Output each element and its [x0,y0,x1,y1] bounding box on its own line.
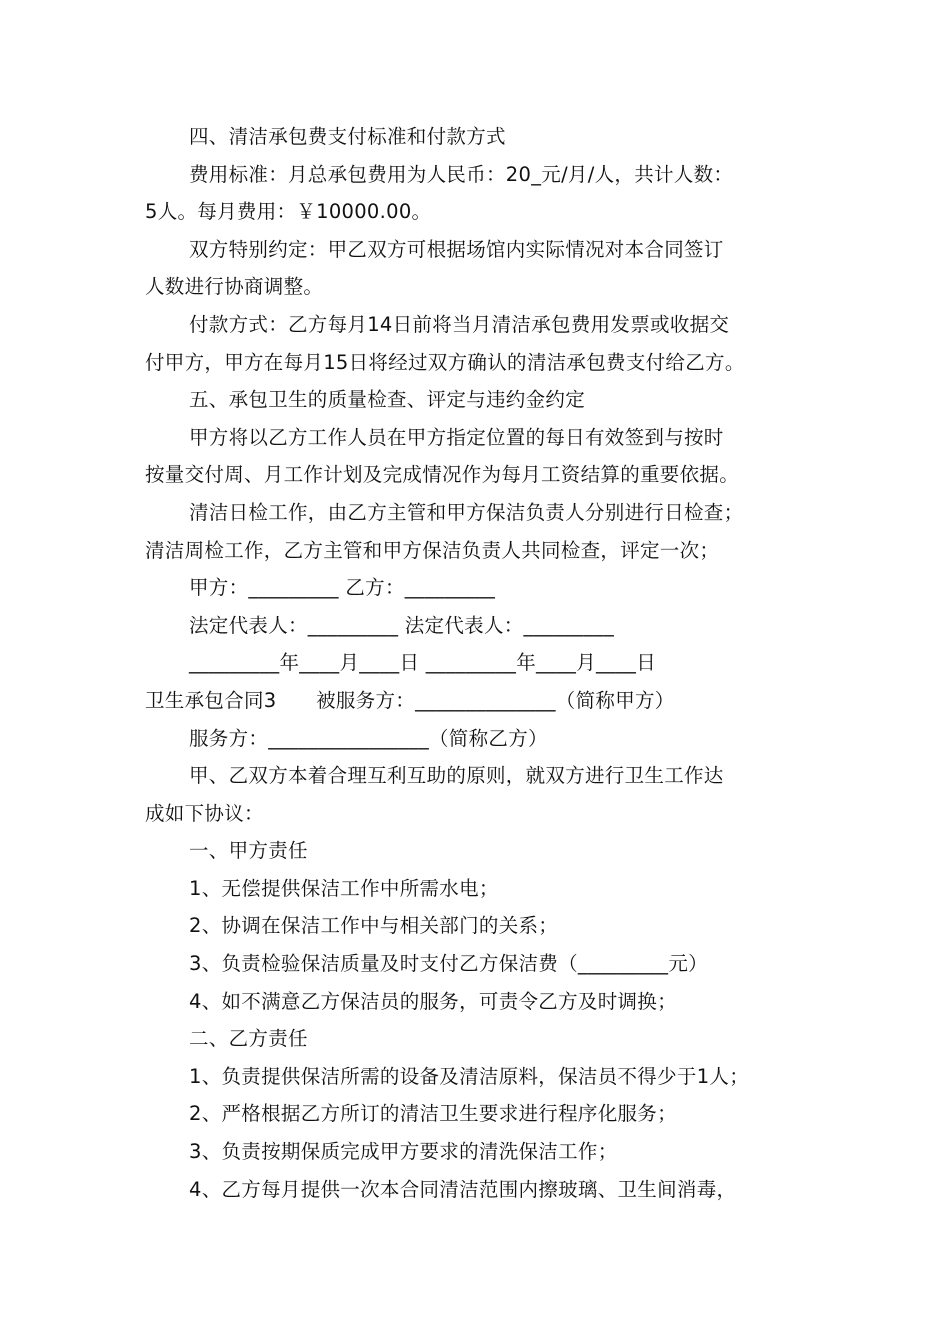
paragraph-line: 费用标准：月总承包费用为人民币：20_元/月/人，共计人数： [189,162,734,186]
list-item: 4、乙方每月提供一次本合同清洁范围内擦玻璃、卫生间消毒， [189,1177,737,1201]
signature-parties-line: 甲方：_________ 乙方：_________ [189,576,496,600]
list-item: 1、无偿提供保洁工作中所需水电； [189,876,499,900]
paragraph-line: 付甲方，甲方在每月15日将经过双方确认的清洁承包费支付给乙方。 [145,350,745,374]
paragraph-line: 甲方将以乙方工作人员在甲方指定位置的每日有效签到与按时 [189,425,724,449]
document-body [145,118,815,1208]
section-heading-party-b: 二、乙方责任 [189,1027,308,1051]
signature-date-line: _________年____月____日 _________年____月____日 [189,651,656,675]
section-heading-quality: 五、承包卫生的质量检查、评定与违约金约定 [189,388,586,412]
list-item: 4、如不满意乙方保洁员的服务，可责令乙方及时调换； [189,989,677,1013]
paragraph-line: 清洁日检工作，由乙方主管和甲方保洁负责人分别进行日检查； [189,500,744,524]
signature-representatives-line: 法定代表人：_________ 法定代表人：_________ [189,613,614,637]
paragraph-line: 成如下协议： [145,801,264,825]
paragraph-line: 人数进行协商调整。 [145,275,324,299]
section-heading-payment: 四、清洁承包费支付标准和付款方式 [189,125,506,148]
list-item: 3、负责检验保洁质量及时支付乙方保洁费（_________元） [189,952,708,976]
contract-title-line: 卫生承包合同3 被服务方：______________（简称甲方） [145,688,675,712]
paragraph-line: 清洁周检工作，乙方主管和甲方保洁负责人共同检查，评定一次； [145,538,720,562]
service-party-line: 服务方：________________（简称乙方） [189,726,548,750]
list-item: 2、协调在保洁工作中与相关部门的关系； [189,914,559,938]
list-item: 2、严格根据乙方所订的清洁卫生要求进行程序化服务； [189,1102,677,1126]
paragraph-line: 甲、乙双方本着合理互利互助的原则，就双方进行卫生工作达 [189,764,724,788]
paragraph-line: 付款方式：乙方每月14日前将当月清洁承包费用发票或收据交 [189,312,730,336]
paragraph-line: 双方特别约定：甲乙双方可根据场馆内实际情况对本合同签订 [189,237,724,261]
section-heading-party-a: 一、甲方责任 [189,839,308,863]
list-item: 1、负责提供保洁所需的设备及清洁原料，保洁员不得少于1人； [189,1064,750,1088]
paragraph-line: 5人。每月费用：￥10000.00。 [145,200,432,224]
paragraph-line: 按量交付周、月工作计划及完成情况作为每月工资结算的重要依据。 [145,463,740,487]
list-item: 3、负责按期保质完成甲方要求的清洗保洁工作； [189,1140,618,1164]
